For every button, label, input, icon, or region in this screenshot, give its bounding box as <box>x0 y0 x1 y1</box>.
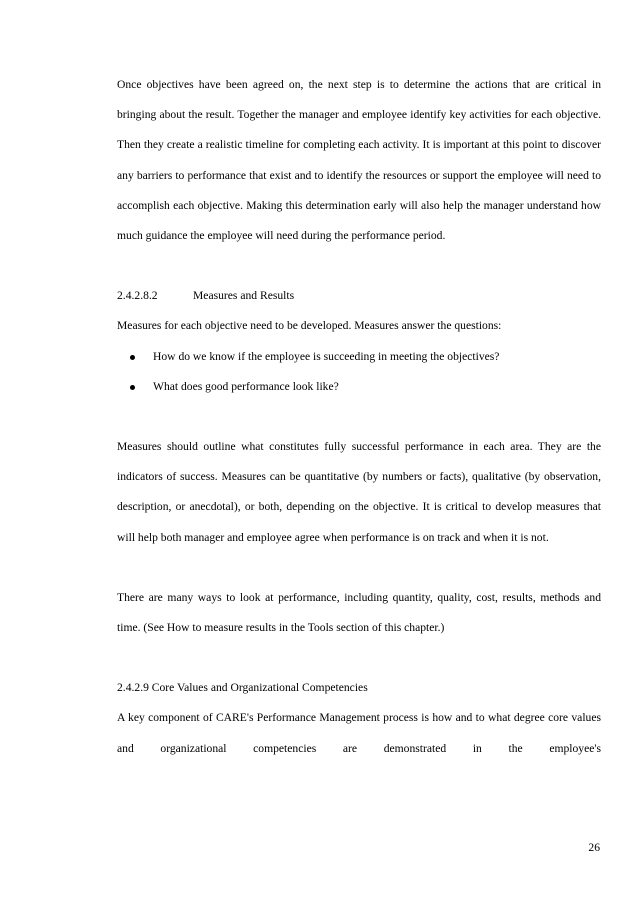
bullet-icon <box>130 385 135 390</box>
section-number: 2.4.2.8.2 <box>117 289 158 303</box>
list-item <box>117 342 601 372</box>
section-heading-measures-results <box>117 281 601 311</box>
paragraph-performance-dimensions: There are many ways to look at performance, including quantity, quality, cost, results, methods and time. (See How to measure results in the Tools section of this chapter.) <box>117 590 601 635</box>
bullet-icon <box>130 355 135 360</box>
question-list <box>117 342 601 402</box>
list-item <box>117 372 601 402</box>
paragraph-action-planning: Once objectives have been agreed on, the next step is to determine the actions that are critical in bringing about the result. Together the manager and employee identify key activities for each objective. Then they create a realistic timeline for completing each activity. It is important at this point to discover any barriers to performance that exist and to identify the resources or support the employee will need to accomplish each objective. Making this determination early will also help the manager understand how much guidance the employee will need during the performance period. <box>117 78 601 243</box>
section-heading-core-values: 2.4.2.9 Core Values and Organizational Competencies <box>117 681 368 695</box>
page-number: 26 <box>588 841 600 854</box>
paragraph-measures-definition: Measures should outline what constitutes fully successful performance in each area. They are the indicators of success. Measures can be quantitative (by numbers or facts), qualitative (by observation, description, or anecdotal), or both, depending on the objective. It is critical to develop measures that will help both manager and employee agree when performance is on track and when it is not. <box>117 440 601 544</box>
list-item-text: What does good performance look like? <box>153 379 339 393</box>
page-content <box>117 70 601 764</box>
paragraph-core-values: A key component of CARE's Performance Management process is how and to what degree core values and organizational competencies are demonstrated in the employee's <box>117 711 601 755</box>
paragraph-measures-intro: Measures for each objective need to be developed. Measures answer the questions: <box>117 319 502 333</box>
section-title: Measures and Results <box>193 289 295 303</box>
list-item-text: How do we know if the employee is succeeding in meeting the objectives? <box>153 349 500 363</box>
